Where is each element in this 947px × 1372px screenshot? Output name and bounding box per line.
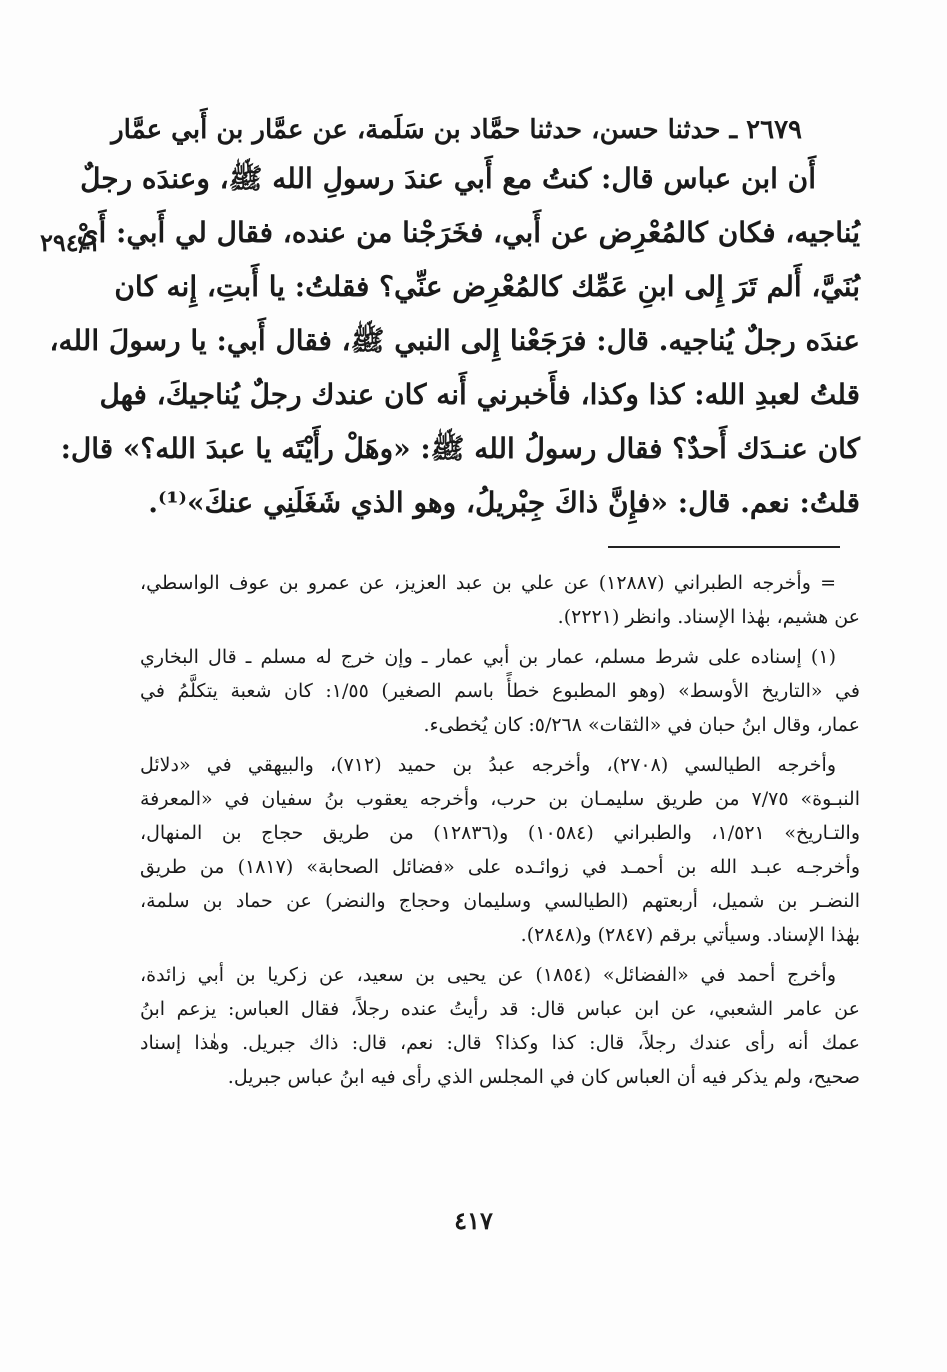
footnote-line: عمك أنه رأى عندك رجلاً، قال: كذا وكذا؟ قال: نعم، قال: ذاك جبريل. وهٰذا إسناد xyxy=(140,1032,860,1054)
hadith-line: يُناجيه، فكان كالمُعْرِض عن أَبي، فخَرَجْنا من عنده، فقال لي أَبي: أَيْ xyxy=(76,216,860,249)
hadith-line: كان عنـدَك أَحدٌ؟ فقال رسولُ الله ﷺ: «وهَلْ رأَيْتَه يا عبدَ الله؟» قال: xyxy=(60,432,860,465)
footnote-line: والتـاريخ» ١/٥٢١، والطبراني (١٠٥٨٤) و(١٢٨٣٦) من طريق حجاج بن المنهال، xyxy=(140,822,861,844)
footnotes-block xyxy=(140,566,860,1094)
hadith-line: قلتُ لعبدِ الله: كذا وكذا، فأَخبرني أَنه كان عندك رجلٌ يُناجيكَ، فهل xyxy=(99,378,860,411)
footnote-line: عمار، وقال ابنُ حبان في «الثقات» ٥/٢٦٨: كان يُخطىء. xyxy=(423,714,860,736)
footnote-line: عن هشيم، بهٰذا الإسناد. وانظر (٢٢٢١). xyxy=(557,606,860,628)
footnote-line: بهٰذا الإسناد. وسيأتي برقم (٢٨٤٧) و(٢٨٤٨). xyxy=(520,924,860,946)
hadith-line: قلتُ: نعم. قال: «فإِنَّ ذاكَ جِبْريلُ، وهو الذي شَغَلَنِي عنكَ»⁽¹⁾. xyxy=(148,486,860,519)
margin-volume-page-reference: ٢٩٤/١ xyxy=(40,228,101,257)
footnote-line: عن عامر الشعبي، عن ابن عباس قال: قد رأيتُ عنده رجلاً، فقال العباس: يزعم ابنُ xyxy=(140,998,860,1020)
footnote-line: في «التاريخ الأوسط» (وهو المطبوع خطأً باسم الصغير) ١/٥٥: كان شعبة يتكلَّمُ في xyxy=(140,680,860,702)
footnote-line: (١) إسناده على شرط مسلم، عمار بن أبي عمار ـ وإن خرج له مسلم ـ قال البخاري xyxy=(140,646,836,668)
footnote-line: النضـر بن شميل، أربعتهم (الطيالسي وسليمان وحجاج والنضر) عن حماد بن سلمة، xyxy=(140,890,860,912)
footnote-line: النبـوة» ٧/٧٥ من طريق سليمـان بن حرب، وأخرجه يعقوب بنُ سفيان في «المعرفة xyxy=(140,788,860,810)
hadith-isnad-header: ٢٦٧٩ ـ حدثنا حسن، حدثنا حمَّاد بن سَلَمة، عن عمَّار بن أَبي عمَّار xyxy=(111,115,802,145)
footnote-separator-rule xyxy=(608,546,840,548)
footnote-line: وأخرجـه عبـد الله بن أحمـد في زوائـده على «فضائل الصحابة» (١٨١٧) من طريق xyxy=(140,856,860,878)
footnote-line: = وأخرجه الطبراني (١٢٨٨٧) عن علي بن عبد العزيز، عن عمرو بن عوف الواسطي، xyxy=(140,572,836,594)
page-number: ٤١٧ xyxy=(454,1206,493,1235)
footnote-line: وأخرج أحمد في «الفضائل» (١٨٥٤) عن يحيى بن سعيد، عن زكريا بن أبي زائدة، xyxy=(140,964,836,986)
hadith-line: أَن ابن عباس قال: كنتُ مع أَبي عندَ رسولِ الله ﷺ، وعندَه رجلٌ xyxy=(80,162,816,195)
hadith-line: عندَه رجلٌ يُناجيه. قال: فرَجَعْنا إِلى النبي ﷺ، فقال أَبي: يا رسولَ الله، xyxy=(49,324,860,357)
footnote-line: صحيح، ولم يذكر فيه أن العباس كان في المجلس الذي رأى فيه ابنُ عباس جبريل. xyxy=(227,1066,860,1088)
hadith-line: بُنَيَّ، أَلم تَرَ إِلى ابنِ عَمِّك كالمُعْرِض عنِّي؟ فقلتُ: يا أَبتِ، إِنه كان xyxy=(114,270,860,303)
footnote-line: وأخرجه الطيالسي (٢٧٠٨)، وأخرجه عبدُ بن حميد (٧١٢)، والبيهقي في «دلائل xyxy=(140,754,836,776)
